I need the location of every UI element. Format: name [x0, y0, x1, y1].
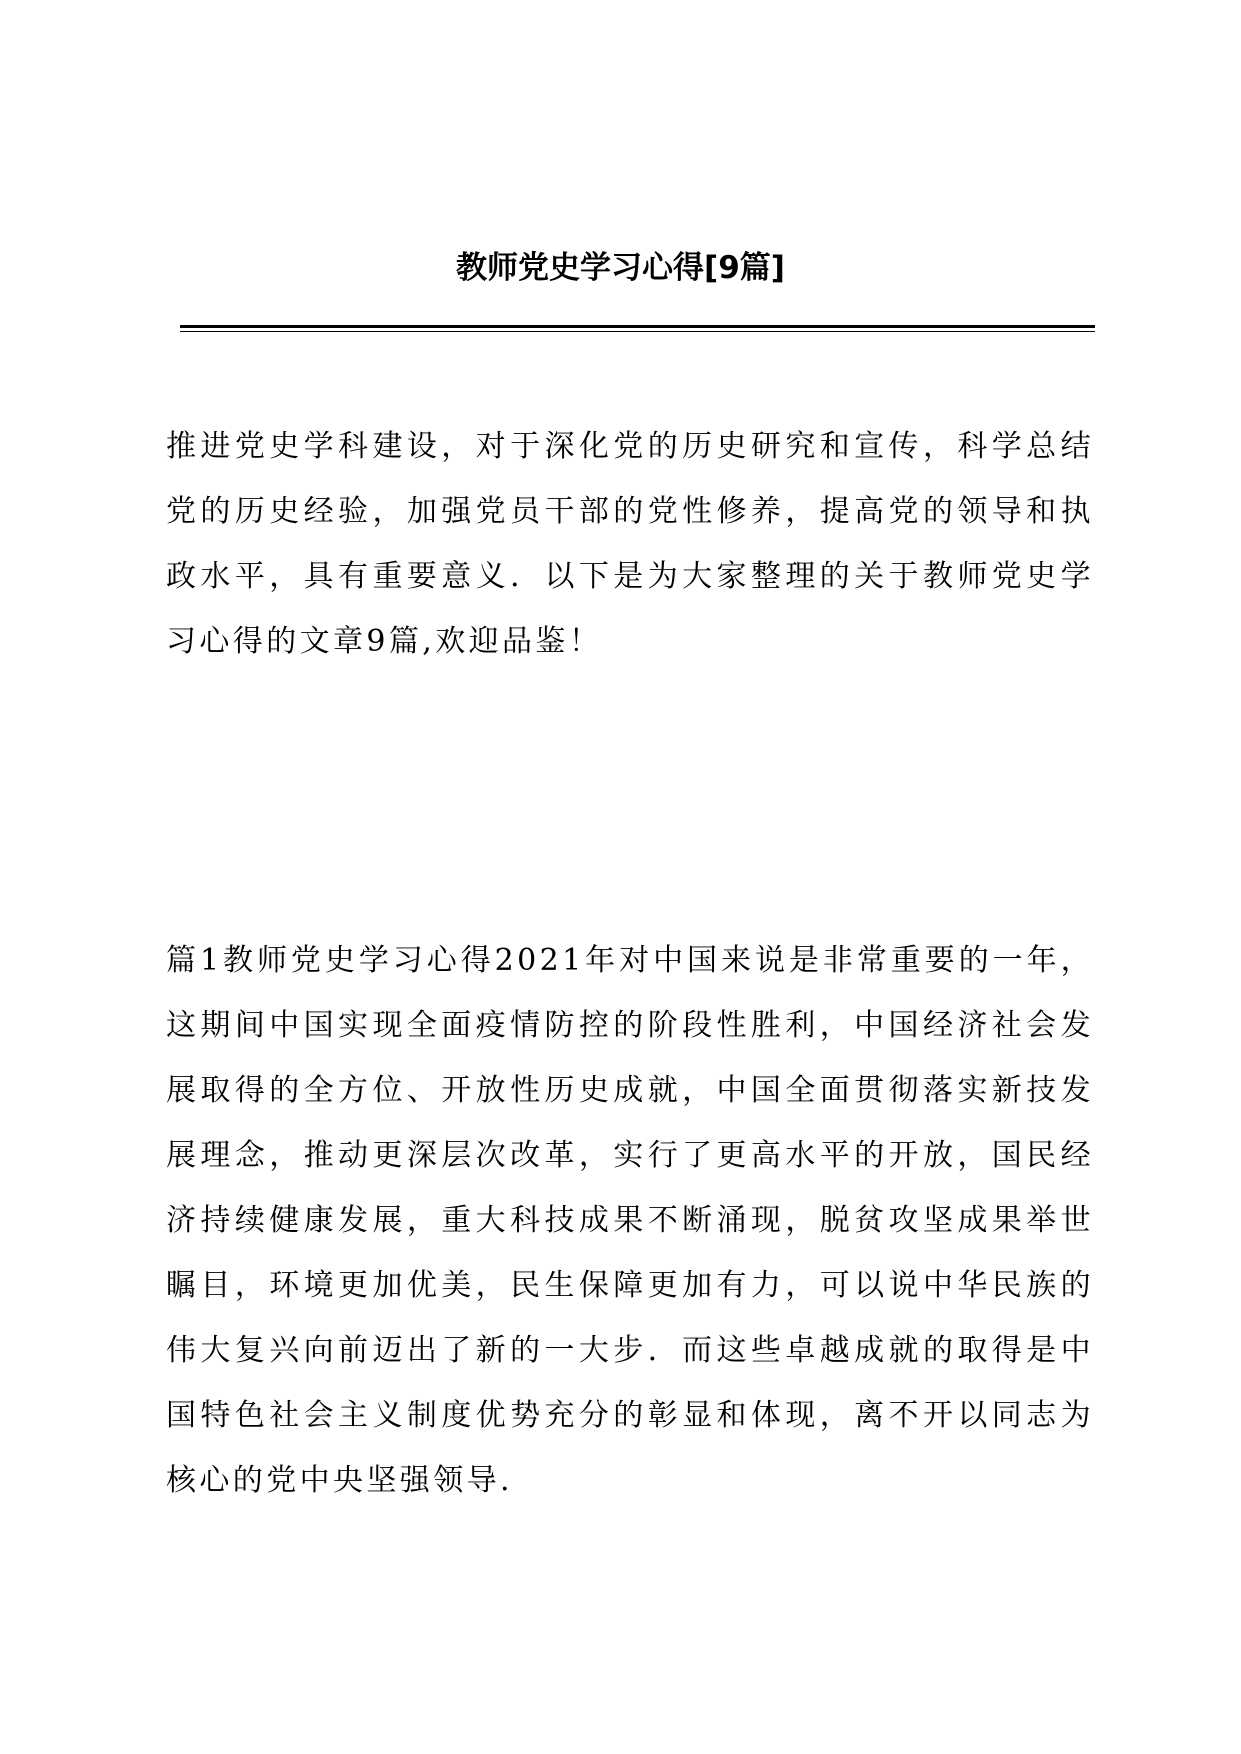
title-divider-thick: [180, 325, 1095, 328]
document-title: 教师党史学习心得[9篇]: [456, 250, 785, 286]
intro-paragraph: 推进党史学科建设，对于深化党的历史研究和宣传，科学总结党的历史经验，加强党员干部的党性修养，提高党的领导和执政水平，具有重要意义．以下是为大家整理的关于教师党史学习心得的文章9篇,欢迎品鉴！: [166, 429, 1094, 659]
title-divider-thin: [180, 331, 1095, 332]
section-1-paragraph: 篇1教师党史学习心得2021年对中国来说是非常重要的一年，这期间中国实现全面疫情防控的阶段性胜利，中国经济社会发展取得的全方位、开放性历史成就，中国全面贯彻落实新技发展理念，推动更深层次改革，实行了更高水平的开放，国民经济持续健康发展，重大科技成果不断涌现，脱贫攻坚成果举世瞩目，环境更加优美，民生保障更加有力，可以说中华民族的伟大复兴向前迈出了新的一大步．而这些卓越成就的取得是中国特色社会主义制度优势充分的彰显和体现，离不开以同志为核心的党中央坚强领导.: [166, 943, 1094, 1498]
